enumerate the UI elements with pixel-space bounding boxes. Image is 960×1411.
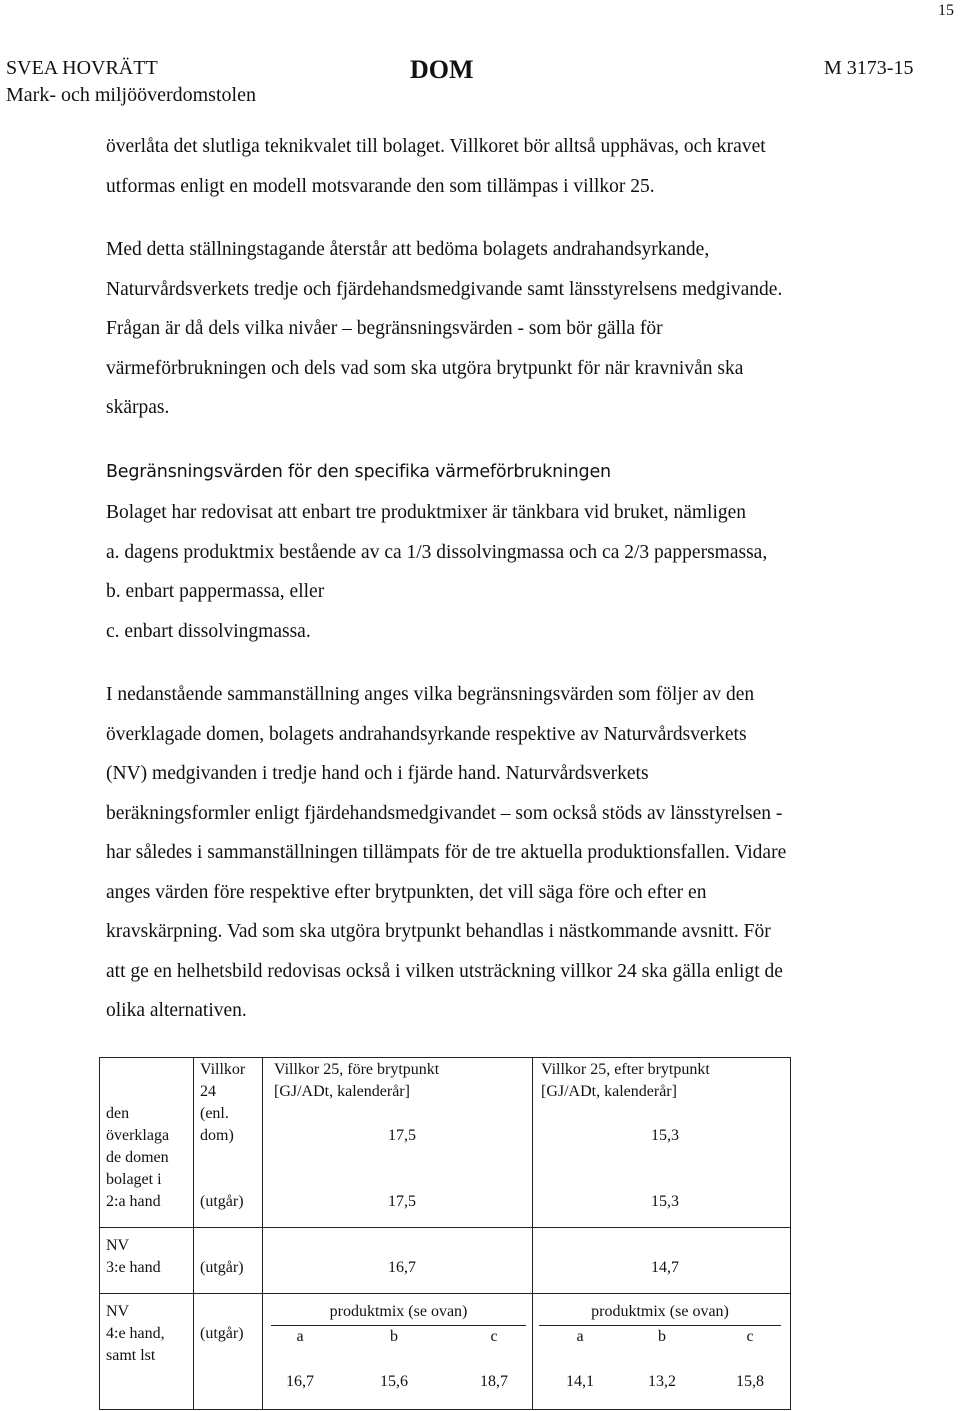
efter-mix-value: 15,8 xyxy=(736,1373,764,1390)
paragraph-line: utformas enligt en modell motsvarande den som tillämpas i villkor 25. xyxy=(106,175,655,197)
limit-values-table xyxy=(99,1057,791,1410)
paragraph-1 xyxy=(106,127,926,206)
value-text: (enl. xyxy=(200,1105,229,1122)
mix-letter: c xyxy=(490,1328,498,1345)
list-intro: Bolaget har redovisat att enbart tre produktmixer är tänkbara vid bruket, nämligen xyxy=(106,502,747,523)
mix-letter: b xyxy=(390,1328,398,1345)
list-item: b. enbart pappermassa, eller xyxy=(106,581,325,602)
value-text: dom) xyxy=(200,1127,234,1144)
header-text: 24 xyxy=(200,1083,216,1100)
villkor24-value xyxy=(200,1103,234,1147)
row-label xyxy=(106,1301,165,1367)
efter-value: 14,7 xyxy=(651,1259,679,1276)
header-efter-brytpunkt xyxy=(541,1059,710,1103)
paragraph-line: att ge en helhetsbild redovisas också i vilken utsträckning villkor 24 ska gälla enligt de xyxy=(106,960,783,982)
header-fore-brytpunkt xyxy=(274,1059,439,1103)
paragraph-line: skärpas. xyxy=(106,397,170,418)
list-item: a. dagens produktmix bestående av ca 1/3 dissolvingmassa och ca 2/3 pappersmassa, xyxy=(106,541,768,563)
paragraph-line: (NV) medgivanden i tredje hand och i fjärde hand. Naturvårdsverkets xyxy=(106,763,649,784)
mix-letter: a xyxy=(296,1328,304,1345)
paragraph-4 xyxy=(106,675,926,1031)
fore-mix-value: 18,7 xyxy=(480,1373,508,1390)
efter-value: 15,3 xyxy=(651,1127,679,1144)
paragraph-line: värmeförbrukningen och dels vad som ska utgöra brytpunkt för när kravnivån ska xyxy=(106,357,744,379)
paragraph-line: I nedanstående sammanställning anges vilka begränsningsvärden som följer av den xyxy=(106,684,755,705)
villkor24-value: (utgår) xyxy=(200,1193,244,1210)
fore-mix-value: 15,6 xyxy=(380,1373,408,1390)
paragraph-line: Naturvårdsverkets tredje och fjärdehandsmedgivande samt länsstyrelsens medgivande. xyxy=(106,278,783,300)
court-name-line2: Mark- och miljööverdomstolen xyxy=(6,84,256,106)
row-divider xyxy=(99,1293,791,1294)
mix-letter: a xyxy=(576,1328,584,1345)
paragraph-line: olika alternativen. xyxy=(106,1000,247,1021)
case-number: M 3173-15 xyxy=(824,57,914,79)
paragraph-line: beräkningsformler enligt fjärdehandsmedgivandet – som också stöds av länsstyrelsen - xyxy=(106,802,783,824)
paragraph-line: har således i sammanställningen tillämpats för de tre aktuella produktionsfallen. Vidare xyxy=(106,842,787,863)
product-mix-list xyxy=(106,493,926,651)
label-text: 4:e hand, xyxy=(106,1325,165,1342)
label-text: de domen xyxy=(106,1149,169,1166)
fore-mix-value: 16,7 xyxy=(286,1373,314,1390)
row-label xyxy=(106,1169,162,1213)
table-border-right xyxy=(790,1057,791,1410)
label-text: NV xyxy=(106,1303,130,1320)
header-text: [GJ/ADt, kalenderår] xyxy=(274,1083,410,1100)
paragraph-line: Frågan är då dels vilka nivåer – begränsningsvärden - som bör gälla för xyxy=(106,318,663,339)
fore-value: 17,5 xyxy=(388,1193,416,1210)
header-villkor24 xyxy=(200,1059,245,1103)
mix-letter: c xyxy=(746,1328,754,1345)
column-divider xyxy=(532,1057,533,1410)
header-text: Villkor xyxy=(200,1061,246,1078)
paragraph-line: anges värden före respektive efter brytpunkten, det vill säga före och efter en xyxy=(106,881,707,903)
label-text: 3:e hand xyxy=(106,1259,161,1276)
label-text: samt lst xyxy=(106,1347,156,1364)
table-border-bottom xyxy=(99,1409,791,1410)
table-border-top xyxy=(99,1057,791,1058)
court-name-line1: SVEA HOVRÄTT xyxy=(6,57,158,79)
paragraph-line: Med detta ställningstagande återstår att bedöma bolagets andrahandsyrkande, xyxy=(106,239,710,260)
list-item: c. enbart dissolvingmassa. xyxy=(106,620,311,642)
fore-value: 16,7 xyxy=(388,1259,416,1276)
product-mix-header-fore: produktmix (se ovan) xyxy=(329,1303,468,1320)
header-text: [GJ/ADt, kalenderår] xyxy=(541,1083,677,1100)
efter-mix-value: 13,2 xyxy=(648,1373,676,1390)
fore-value: 17,5 xyxy=(388,1127,416,1144)
paragraph-line: överklagade domen, bolagets andrahandsyrkande respektive av Naturvårdsverkets xyxy=(106,723,747,745)
label-text: NV xyxy=(106,1237,130,1254)
column-divider xyxy=(193,1057,194,1410)
efter-value: 15,3 xyxy=(651,1193,679,1210)
label-text: den xyxy=(106,1105,130,1122)
page-number: 15 xyxy=(938,2,954,19)
mix-letter: b xyxy=(658,1328,666,1345)
header-text: Villkor 25, före brytpunkt xyxy=(274,1061,440,1078)
paragraph-2 xyxy=(106,230,926,428)
label-text: bolaget i xyxy=(106,1171,162,1188)
label-text: 2:a hand xyxy=(106,1193,161,1210)
product-mix-header-efter: produktmix (se ovan) xyxy=(591,1303,729,1320)
efter-mix-value: 14,1 xyxy=(566,1373,594,1390)
document-type: DOM xyxy=(410,55,474,84)
paragraph-line: kravskärpning. Vad som ska utgöra brytpunkt behandlas i nästkommande avsnitt. För xyxy=(106,921,771,942)
row-label xyxy=(106,1235,161,1279)
row-divider xyxy=(99,1227,791,1228)
table-border-left xyxy=(99,1057,100,1410)
label-text: överklaga xyxy=(106,1127,170,1144)
villkor24-value: (utgår) xyxy=(200,1259,244,1276)
court-name xyxy=(6,55,256,109)
section-subheading: Begränsningsvärden för den specifika värmeförbrukningen xyxy=(106,462,611,482)
header-text: Villkor 25, efter brytpunkt xyxy=(541,1061,710,1078)
row-label xyxy=(106,1103,169,1169)
column-divider xyxy=(262,1057,263,1410)
villkor24-value: (utgår) xyxy=(200,1325,244,1342)
paragraph-line: överlåta det slutliga teknikvalet till bolaget. Villkoret bör alltså upphävas, och kravet xyxy=(106,136,766,157)
